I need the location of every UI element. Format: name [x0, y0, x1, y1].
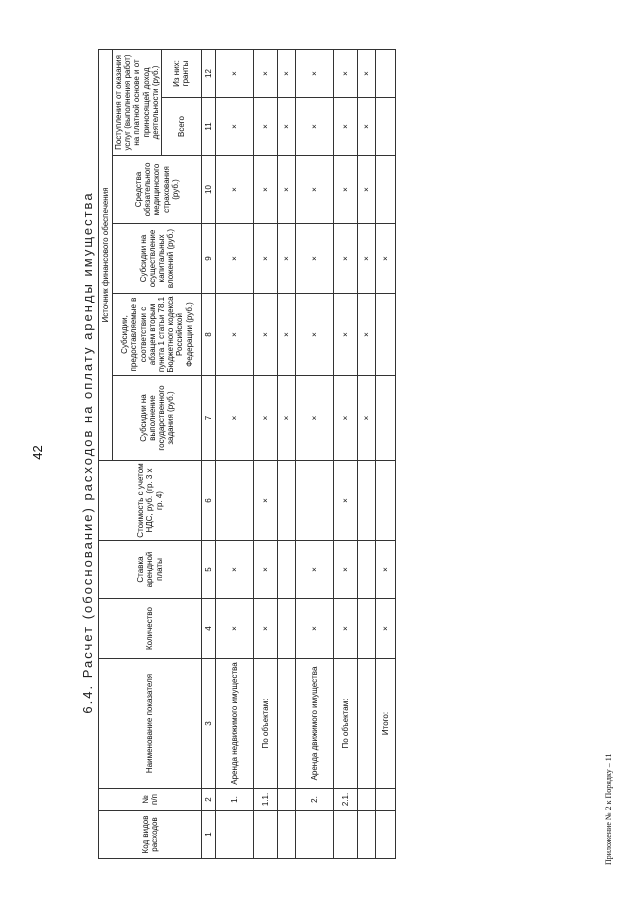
cell-value: × [333, 156, 357, 224]
cell-value: × [277, 98, 295, 156]
footer-note: Приложение № 2 к Порядку – 11 [604, 753, 613, 865]
cell-value: × [277, 376, 295, 461]
cell-value: × [215, 541, 253, 599]
header-cost: Стоимость с учетом НДС, руб. (гр. 3 х гр. 4) [99, 461, 202, 541]
cell-value: × [253, 49, 277, 97]
cell-value: × [357, 98, 375, 156]
cell-value: × [295, 376, 333, 461]
page-number: 42 [30, 445, 45, 460]
cell-value: × [253, 461, 277, 541]
cell-value: × [295, 156, 333, 224]
cell-value: × [253, 541, 277, 599]
header-s9: Субсидии на осуществление капитальных вложений (руб.) [113, 224, 202, 294]
cell-value: × [215, 376, 253, 461]
rent-calculation-table [98, 49, 396, 859]
row-num: 1.1. [253, 789, 277, 811]
row-code [375, 811, 395, 859]
cell-value: × [375, 599, 395, 659]
cell-value: × [215, 98, 253, 156]
cell-value: × [295, 541, 333, 599]
cell-value: × [333, 49, 357, 97]
table-row [253, 49, 277, 858]
column-numbers-row [201, 49, 215, 858]
cell-value [277, 599, 295, 659]
row-code [357, 811, 375, 859]
col-number: 8 [201, 294, 215, 376]
table-row [333, 49, 357, 858]
cell-value: × [333, 541, 357, 599]
header-qty: Количество [99, 599, 202, 659]
cell-value: × [277, 49, 295, 97]
cell-value: × [253, 294, 277, 376]
row-code [295, 811, 333, 859]
cell-value: × [333, 294, 357, 376]
cell-value: × [215, 224, 253, 294]
cell-value: × [253, 156, 277, 224]
row-num: 2.1. [333, 789, 357, 811]
row-num [357, 789, 375, 811]
header-code: Код видов расходов [99, 811, 202, 859]
row-num: 1. [215, 789, 253, 811]
header-s10: Средства обязательного медицинского страхования (руб.) [113, 156, 202, 224]
col-number: 4 [201, 599, 215, 659]
table-row-total [375, 49, 395, 858]
cell-value: × [375, 541, 395, 599]
cell-value: × [333, 98, 357, 156]
row-name: По объектам: [333, 659, 357, 789]
header-s8: Субсидии, предоставляемые в соответствии с абзацем вторым пункта 1 статьи 78.1 Бюджетного кодекса Российской Федерации (руб.) [113, 294, 202, 376]
table-row [357, 49, 375, 858]
table-row [277, 49, 295, 858]
cell-value: × [253, 376, 277, 461]
cell-value: × [215, 294, 253, 376]
row-code [253, 811, 277, 859]
cell-value: × [333, 224, 357, 294]
cell-value [375, 98, 395, 156]
cell-value: × [333, 461, 357, 541]
header-total: Всего [161, 98, 201, 156]
header-rate: Ставка арендной платы [99, 541, 202, 599]
cell-value: × [333, 376, 357, 461]
row-name [277, 659, 295, 789]
cell-value [375, 156, 395, 224]
row-name [357, 659, 375, 789]
page-title: 6.4. Расчет (обоснование) расходов на оплату аренды имущества [80, 191, 95, 714]
header-s7: Субсидии на выполнение государственного задания (руб.) [113, 376, 202, 461]
cell-value [295, 461, 333, 541]
header-sources: Источник финансового обеспечения [99, 49, 113, 460]
cell-value [375, 49, 395, 97]
table-row [295, 49, 333, 858]
col-number: 10 [201, 156, 215, 224]
row-num [277, 789, 295, 811]
cell-value: × [295, 599, 333, 659]
cell-value: × [333, 599, 357, 659]
col-number: 2 [201, 789, 215, 811]
cell-value [357, 541, 375, 599]
header-name: Наименование показателя [99, 659, 202, 789]
row-name: Аренда недвижимого имущества [215, 659, 253, 789]
cell-value: × [357, 49, 375, 97]
col-number: 3 [201, 659, 215, 789]
col-number: 12 [201, 49, 215, 97]
cell-value: × [277, 156, 295, 224]
cell-value [357, 599, 375, 659]
header-s11: Поступления от оказания услуг (выполнения работ) на платной основе и от приносящей доход деятельности (руб.) [113, 49, 162, 155]
row-name: Итого: [375, 659, 395, 789]
cell-value: × [357, 294, 375, 376]
cell-value: × [375, 224, 395, 294]
col-number: 5 [201, 541, 215, 599]
cell-value: × [357, 224, 375, 294]
col-number: 7 [201, 376, 215, 461]
cell-value: × [295, 98, 333, 156]
col-number: 9 [201, 224, 215, 294]
row-code [333, 811, 357, 859]
header-num: № п/п [99, 789, 202, 811]
cell-value: × [295, 294, 333, 376]
table-row [215, 49, 253, 858]
cell-value: × [357, 376, 375, 461]
row-code [277, 811, 295, 859]
cell-value: × [295, 224, 333, 294]
cell-value: × [295, 49, 333, 97]
cell-value: × [215, 49, 253, 97]
cell-value: × [357, 156, 375, 224]
cell-value: × [253, 224, 277, 294]
cell-value [375, 376, 395, 461]
cell-value: × [253, 98, 277, 156]
row-name: Аренда движимого имущества [295, 659, 333, 789]
col-number: 11 [201, 98, 215, 156]
cell-value [375, 294, 395, 376]
header-grants: Из них: гранты [161, 49, 201, 97]
cell-value [277, 461, 295, 541]
cell-value: × [277, 224, 295, 294]
col-number: 1 [201, 811, 215, 859]
cell-value [277, 541, 295, 599]
row-code [215, 811, 253, 859]
row-num [375, 789, 395, 811]
cell-value [375, 461, 395, 541]
cell-value: × [253, 599, 277, 659]
cell-value: × [215, 599, 253, 659]
row-name: По объектам: [253, 659, 277, 789]
cell-value: × [215, 156, 253, 224]
cell-value: × [277, 294, 295, 376]
cell-value [357, 461, 375, 541]
col-number: 6 [201, 461, 215, 541]
cell-value [215, 461, 253, 541]
row-num: 2. [295, 789, 333, 811]
